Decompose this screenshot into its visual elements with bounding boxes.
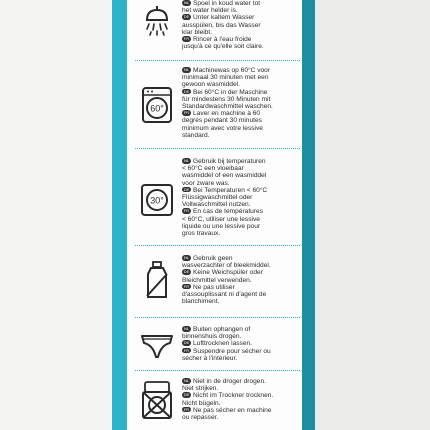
care-instructions-card — [127, 0, 302, 430]
svg-text:30°: 30° — [150, 195, 164, 206]
section-text: NL Gebruik geen wasverzachter of bleekmiddel. DE Keine Weichspüler oder Bleichmittel verwenden. FR Ne pas utiliser d'assouplissant ni d'agent de blanchiment. — [182, 255, 271, 306]
language-flag: FR — [183, 110, 190, 116]
svg-text:60°: 60° — [150, 103, 164, 114]
language-flag: DE — [183, 186, 190, 192]
language-flag: NL — [183, 326, 190, 331]
language-flag: DE — [183, 392, 190, 398]
language-flag: DE — [183, 88, 190, 94]
language-flag: FR — [183, 283, 190, 289]
line-dry-underwear-icon — [137, 326, 177, 366]
language-flag: DE — [183, 269, 190, 275]
divider — [135, 148, 300, 149]
language-flag: NL — [183, 378, 190, 383]
language-flag: NL — [183, 255, 190, 260]
language-flag: DE — [183, 14, 190, 20]
divider — [135, 245, 300, 246]
language-flag: FR — [183, 406, 190, 412]
language-flag: FR — [183, 347, 190, 353]
language-flag: NL — [183, 0, 190, 5]
language-flag: DE — [183, 340, 190, 346]
section-text: NL Spoel in koud water tot het water helder is. DE Unter kaltem Wasser ausspülen, bis das Wasser klar bleibt. FR Rincer à l'eau froide jusqu'à ce qu'elle soit claire. — [182, 0, 264, 51]
background-right — [315, 0, 430, 430]
package-panel — [112, 0, 302, 430]
language-flag: NL — [183, 158, 190, 163]
shower-icon — [137, 0, 177, 40]
washing-machine-60-icon — [137, 85, 177, 125]
wash-tub-30-icon — [137, 180, 177, 220]
section-text: NL Machinewas op 60°C voor minimaal 30 minuten met een gewoon wasmiddel. DE Bei 60°C in der Maschine für mindestens 30 Minuten mit Standardwaschmittel waschen. FR Laver en machine à 60 degrés pendant 30 minutes minimum avec votre lessive standard. — [182, 67, 273, 139]
box-side-edge — [302, 0, 315, 430]
divider — [135, 317, 300, 318]
language-flag: NL — [183, 67, 190, 72]
section-text: NL Niet in de droger drogen. Niet strijken. DE Nicht im Trockner trocknen. Nicht bügeln. FR Ne pas sécher en machine ou repasser. — [182, 378, 274, 422]
divider — [135, 60, 300, 61]
language-flag: FR — [183, 208, 190, 214]
no-tumble-dry-no-iron-icon — [137, 380, 177, 420]
language-flag: FR — [183, 36, 190, 42]
no-bleach-bottle-icon — [137, 260, 177, 300]
divider — [135, 370, 300, 371]
section-text: NL Gebruik bij temperaturen < 60°C een vloeibaar wasmiddel of een wasmiddel voor zware was. DE Bei Temperaturen < 60°C Flüssigwaschmittel oder Vollwaschmittel nutzen. FR En cas de températures < 60°C, utiliser une lessive liquide ou une lessive pour gros travaux. — [182, 158, 268, 238]
section-text: NL Buiten ophangen of binnenshuis drogen. DE Lufttrocknen lassen. FR Suspendre pour sécher ou sécher à l'intérieur. — [182, 326, 271, 362]
